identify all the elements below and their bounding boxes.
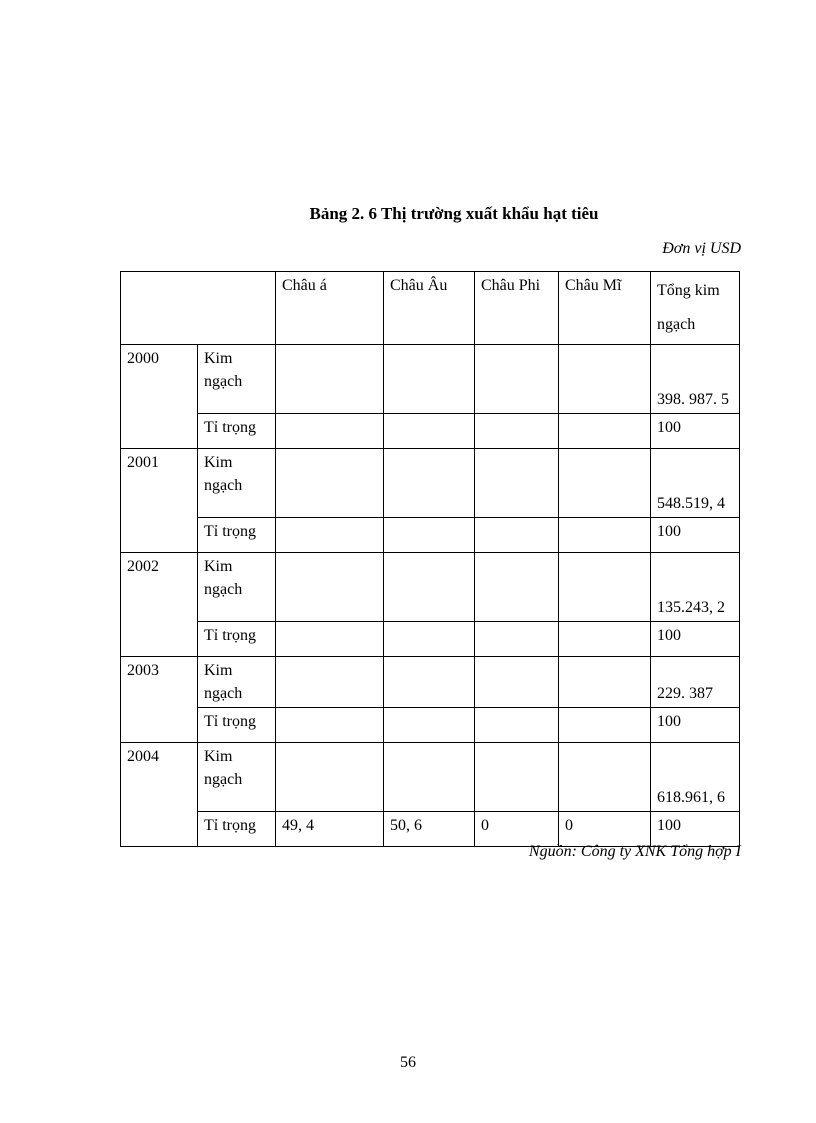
header-row — [121, 272, 740, 345]
total-value-cell: 548.519, 4 — [651, 449, 740, 518]
table-row — [121, 812, 740, 847]
row-label-ti-trong: Tỉ trọng — [198, 812, 276, 847]
table-row — [121, 414, 740, 449]
row-label-kim-ngach: Kim ngạch — [198, 449, 276, 518]
table-row — [121, 657, 740, 708]
table-row — [121, 743, 740, 812]
year-cell: 2000 — [121, 345, 198, 449]
share-chau-phi-cell: 0 — [475, 812, 559, 847]
table-row — [121, 708, 740, 743]
header-chau-a: Châu á — [276, 272, 384, 345]
share-chau-au-cell: 50, 6 — [384, 812, 475, 847]
table-row — [121, 518, 740, 553]
table-row — [121, 553, 740, 622]
total-value-cell: 618.961, 6 — [651, 743, 740, 812]
row-label-ti-trong: Tỉ trọng — [198, 708, 276, 743]
header-total: Tổng kim ngạch — [651, 272, 740, 345]
total-value-cell: 398. 987. 5 — [651, 345, 740, 414]
header-chau-au: Châu Âu — [384, 272, 475, 345]
table-title: Bảng 2. 6 Thị trường xuất khẩu hạt tiêu — [309, 204, 599, 223]
table-row — [121, 449, 740, 518]
year-cell: 2004 — [121, 743, 198, 847]
total-share-cell: 100 — [651, 812, 740, 847]
total-value-cell: 229. 387 — [651, 657, 740, 708]
source-note: Nguồn: Công ty XNK Tổng hợp I — [528, 843, 741, 860]
year-cell: 2001 — [121, 449, 198, 553]
total-share-cell: 100 — [651, 622, 740, 657]
total-share-cell: 100 — [651, 414, 740, 449]
table-row — [121, 622, 740, 657]
total-share-cell: 100 — [651, 708, 740, 743]
unit-label: Đơn vị USD — [662, 240, 741, 257]
row-label-ti-trong: Tỉ trọng — [198, 518, 276, 553]
share-chau-mi-cell: 0 — [559, 812, 651, 847]
row-label-kim-ngach: Kim ngạch — [198, 743, 276, 812]
page-number: 56 — [400, 1054, 416, 1071]
export-market-table — [120, 271, 740, 847]
header-chau-phi: Châu Phi — [475, 272, 559, 345]
share-chau-a-cell: 49, 4 — [276, 812, 384, 847]
year-cell: 2002 — [121, 553, 198, 657]
header-empty-cell — [121, 272, 276, 345]
row-label-kim-ngach: Kim ngạch — [198, 345, 276, 414]
row-label-ti-trong: Tỉ trọng — [198, 622, 276, 657]
header-chau-mi: Châu Mĩ — [559, 272, 651, 345]
row-label-ti-trong: Tỉ trọng — [198, 414, 276, 449]
total-value-cell: 135.243, 2 — [651, 553, 740, 622]
row-label-kim-ngach: Kim ngạch — [198, 553, 276, 622]
total-share-cell: 100 — [651, 518, 740, 553]
row-label-kim-ngach: Kim ngạch — [198, 657, 276, 708]
table-row — [121, 345, 740, 414]
year-cell: 2003 — [121, 657, 198, 743]
